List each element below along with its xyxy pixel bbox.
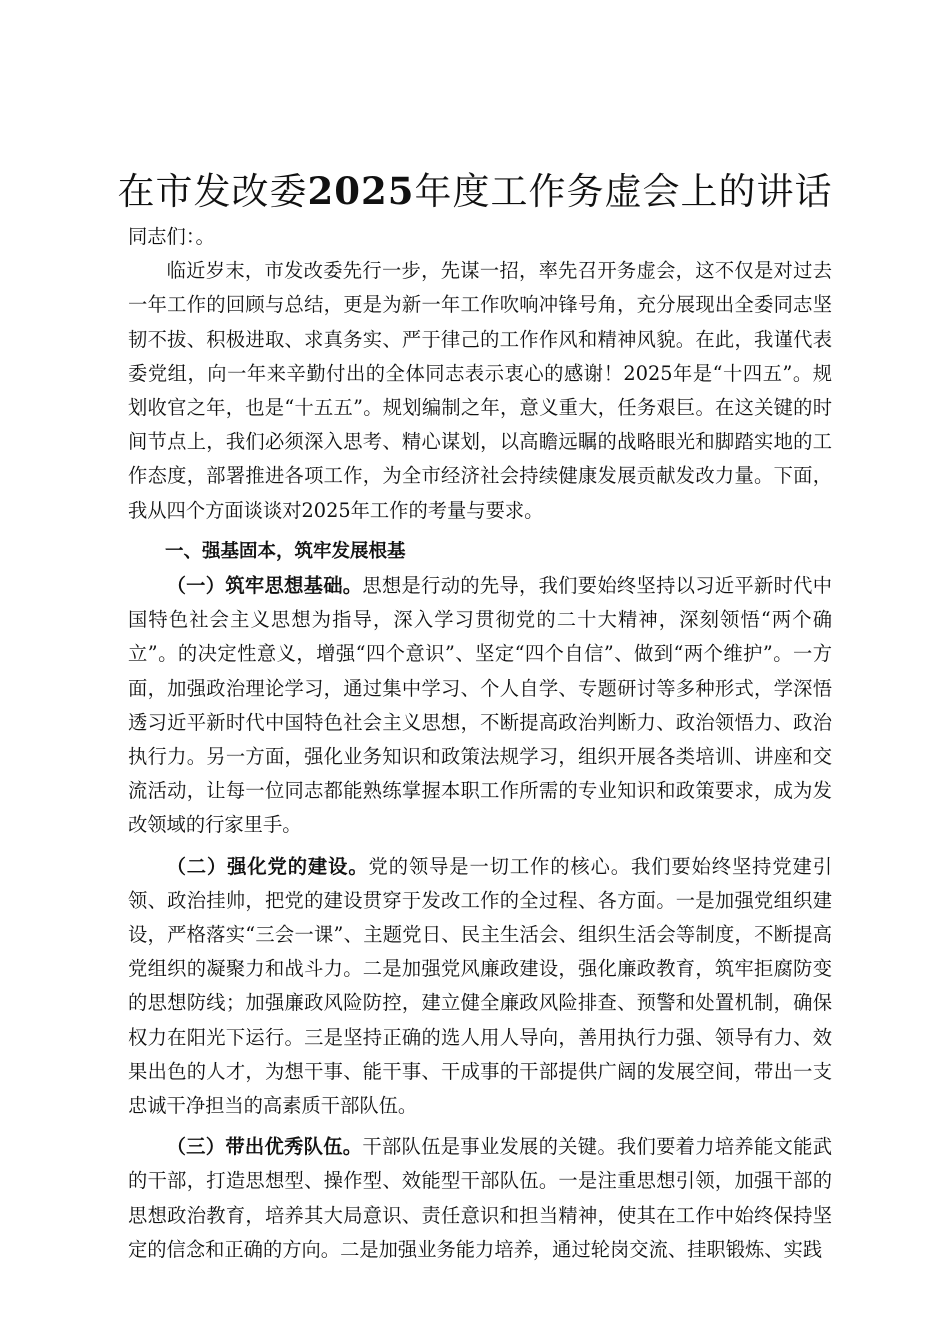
subsection-3-lead: （三）带出优秀队伍。 <box>166 1135 363 1159</box>
subsection-2-paragraph <box>128 850 832 1124</box>
subsection-2-lead: （二）强化党的建设。 <box>166 854 369 878</box>
title-year: 2025 <box>307 169 415 213</box>
subsection-1-text: 思想是行动的先导，我们要始终坚持以习近平新时代中国特色社会主义思想为指导，深入学习贯彻党的二十大精神，深刻领悟“两个确立”。的决定性意义，增强“四个意识”、坚定“四个自信”、做到“两个维护”。一方面，加强政治理论学习，通过集中学习、个人自学、专题研讨等多种形式，学深悟透习近平新时代中国特色社会主义思想，不断提高政治判断力、政治领悟力、政治执行力。另一方面，强化业务知识和政策法规学习，组织开展各类培训、讲座和交流活动，让每一位同志都能熟练掌握本职工作所需的专业知识和政策要求，成为发改领域的行家里手。 <box>128 574 832 837</box>
title-suffix: 年度工作务虚会上的讲话 <box>414 170 833 213</box>
document-body <box>128 220 832 1267</box>
subsection-1-paragraph <box>128 569 832 843</box>
section-heading-1: 一、强基固本，筑牢发展根基 <box>165 540 406 562</box>
intro-paragraph: 临近岁末，市发改委先行一步，先谋一招，率先召开务虚会，这不仅是对过去一年工作的回顾与总结，更是为新一年工作吹响冲锋号角，充分展现出全委同志坚韧不拔、积极进取、求真务实、严于律己的工作作风和精神风貌。在此，我谨代表委党组，向一年来辛勤付出的全体同志表示衷心的感谢！2025年是“十四五”。规划收官之年，也是“十五五”。规划编制之年，意义重大，任务艰巨。在这关键的时间节点上，我们必须深入思考、精心谋划，以高瞻远瞩的战略眼光和脚踏实地的工作态度，部署推进各项工作，为全市经济社会持续健康发展贡献发改力量。下面，我从四个方面谈谈对2025年工作的考量与要求。 <box>128 259 832 522</box>
subsection-1-lead: （一）筑牢思想基础。 <box>166 574 363 598</box>
greeting: 同志们：。 <box>128 225 215 248</box>
subsection-3-paragraph <box>128 1130 832 1267</box>
title-prefix: 在市发改委 <box>117 170 308 213</box>
subsection-2-text: 党的领导是一切工作的核心。我们要始终坚持党建引领、政治挂帅，把党的建设贯穿于发改工作的全过程、各方面。一是加强党组织建设，严格落实“三会一课”、主题党日、民主生活会、组织生活会等制度，不断提高党组织的凝聚力和战斗力。二是加强党风廉政建设，强化廉政教育，筑牢拒腐防变的思想防线；加强廉政风险防控，建立健全廉政风险排查、预警和处置机制，确保权力在阳光下运行。三是坚持正确的选人用人导向，善用执行力强、领导有力、效果出色的人才，为想干事、能干事、干成事的干部提供广阔的发展空间，带出一支忠诚干净担当的高素质干部队伍。 <box>128 854 833 1118</box>
subsection-3-text: 干部队伍是事业发展的关键。我们要着力培养能文能武的干部，打造思想型、操作型、效能型干部队伍。一是注重思想引领，加强干部的思想政治教育，培养其大局意识、责任意识和担当精神，使其在工作中始终保持坚定的信念和正确的方向。二是加强业务能力培养，通过轮岗交流、挂职锻炼、实践 <box>128 1135 832 1261</box>
document-title <box>0 166 950 217</box>
